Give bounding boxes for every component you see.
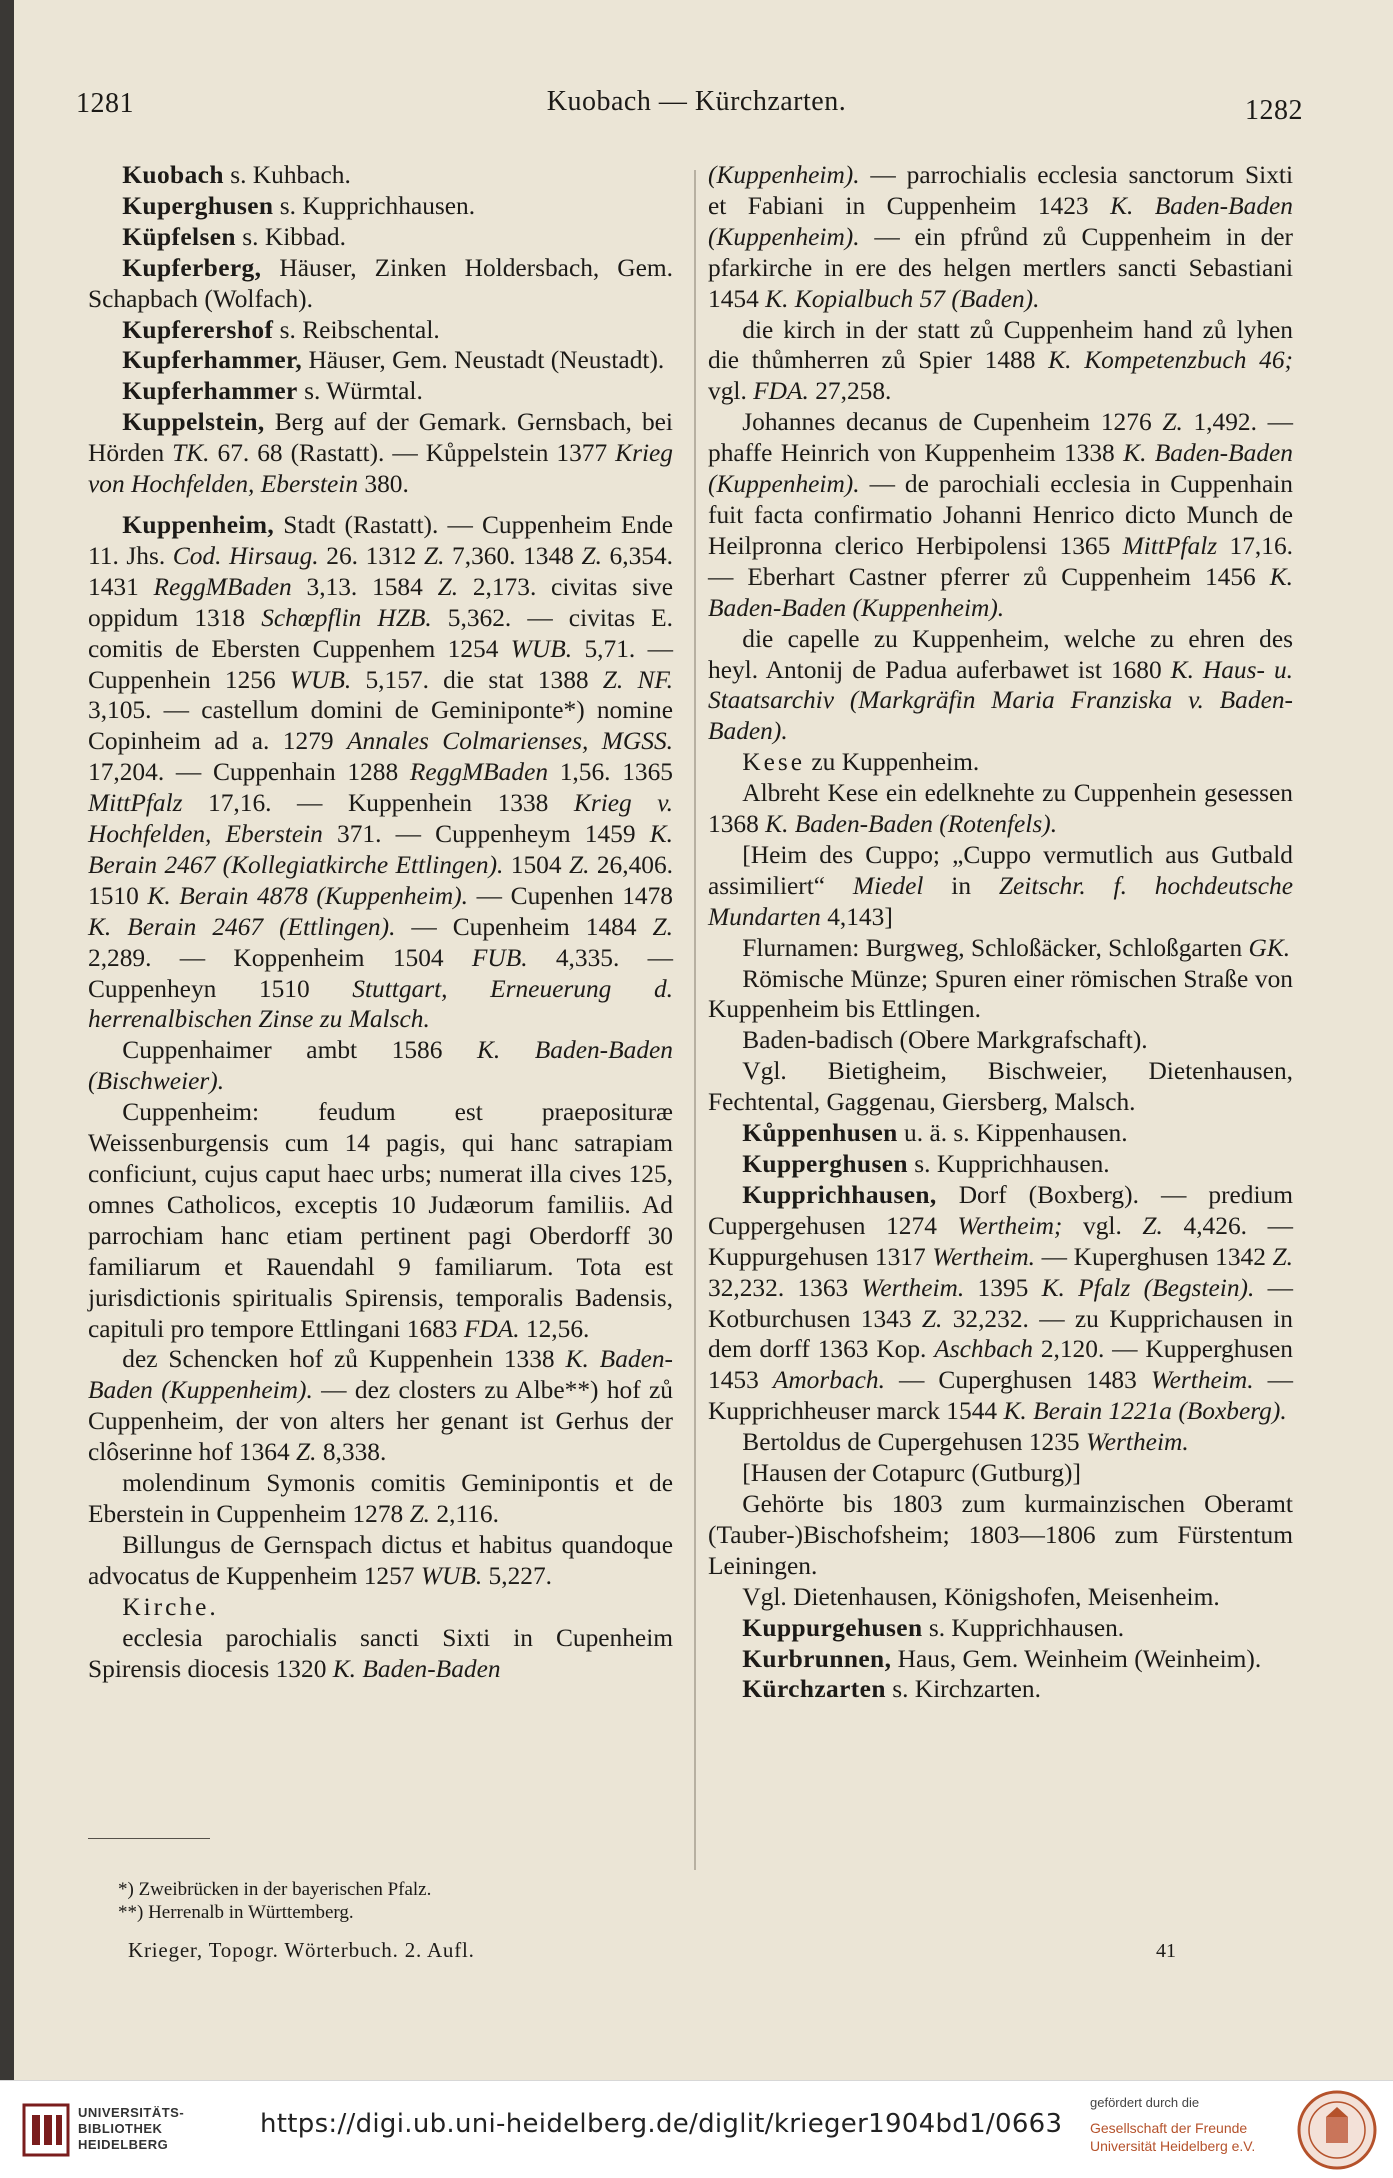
entry-text: — dez closters zu Albe**) hof zů Cuppenheim, der von alters her genant ist Gerhus der clôserinne hof 1364: [88, 1376, 673, 1467]
citation: K. Berain 2467 (Kollegiatkirche Ettlingen).: [88, 820, 673, 879]
headword: Kuobach: [122, 161, 224, 189]
entry-text: Cuppenhaimer ambt 1586: [122, 1036, 477, 1065]
entry-paragraph: [708, 624, 1293, 748]
library-name-line2: BIBLIOTHEK: [78, 2121, 163, 2136]
citation: K. Baden-Baden (Rotenfels).: [765, 810, 1058, 839]
entry-paragraph: [708, 1613, 1293, 1644]
entry-paragraph: [88, 315, 673, 346]
headword: Kupferhammer: [122, 377, 298, 406]
entry-text: 1,56. 1365: [548, 758, 673, 787]
citation: TK.: [172, 439, 210, 468]
library-name: [78, 2105, 184, 2153]
citation: Krieg v. Hochfelden, Eberstein: [88, 789, 673, 849]
entry-text: — Kotburchusen 1343: [708, 1273, 1293, 1333]
entry-text: die capelle zu Kuppenheim, welche zu ehren des heyl. Antonij de Padua auferbawet ist 1680: [708, 624, 1293, 684]
entry-paragraph: [708, 1458, 1293, 1489]
entry-text: 380.: [358, 470, 409, 499]
entry-paragraph: [88, 222, 673, 253]
citation: Wertheim.: [1150, 1366, 1254, 1395]
entry-text: u. ä. s. Kippenhausen.: [897, 1119, 1128, 1148]
headword: Kupferhammer,: [122, 346, 303, 375]
entry-text: molendinum Symonis comitis Geminipontis et de Eberstein in Cuppenheim 1278: [88, 1469, 673, 1528]
sponsor-name-line2: Universität Heidelberg e.V.: [1090, 2138, 1256, 2154]
citation: Schœpflin HZB.: [261, 603, 432, 632]
citation: Stuttgart, Erneuerung d. herrenalbischen Zinse zu Malsch.: [88, 974, 673, 1034]
page-number-left: 1281: [76, 88, 134, 119]
citation: WUB.: [420, 1561, 483, 1590]
spaced-subheading: Kese: [742, 748, 806, 777]
entry-paragraph: [88, 1623, 673, 1685]
entry-text: 8,338.: [316, 1438, 387, 1467]
entry-text: 6,354. 1431: [88, 541, 674, 601]
citation: WUB.: [289, 665, 352, 694]
entry-text: Häuser, Zinken Holdersbach, Gem. Schapbach (Wolfach).: [88, 253, 673, 313]
entry-text: 17,16. — Eberhart Castner pferrer zů Cuppenheim 1456: [708, 531, 1294, 591]
citation: Krieg von Hochfelden, Eberstein: [88, 439, 673, 499]
entry-text: — Cuperghusen 1483: [884, 1366, 1151, 1395]
entry-paragraph: [708, 933, 1293, 964]
footnote-1: *) Zweibrücken in der bayerischen Pfalz.: [118, 1879, 432, 1900]
entry-paragraph: [88, 160, 673, 191]
entry-paragraph: [708, 778, 1293, 840]
entry-text: [Heim des Cuppo; „Cuppo vermutlich aus Gutbald assimiliert“: [708, 840, 1293, 900]
citation: K. Baden-Baden (Kuppenheim).: [708, 562, 1293, 622]
entry-paragraph: [88, 345, 673, 376]
entry-text: s. Kupprichhausen.: [273, 191, 476, 220]
headword: Kupferberg,: [122, 253, 262, 282]
library-name-line3: HEIDELBERG: [78, 2137, 169, 2152]
entry-text: — ein pfrůnd zů Cuppenheim in der pfarkirche in ere des helgen mertlers sancti Sebastiani 1454: [708, 222, 1293, 313]
sponsor-intro: gefördert durch die: [1090, 2095, 1200, 2110]
citation: Wertheim;: [957, 1211, 1063, 1240]
entry-text: [Hausen der Cotapurc (Gutburg)]: [742, 1459, 1081, 1488]
entry-text: — Kuperghusen 1342: [1035, 1242, 1273, 1271]
entry-text: dez Schencken hof zů Kuppenhein 1338: [122, 1345, 566, 1374]
citation: K. Haus- u. Staatsarchiv (Markgräfin Maria Franziska v. Baden-Baden).: [708, 655, 1293, 746]
page-number-right: 1282: [1245, 95, 1303, 126]
entry-text: 4,143]: [820, 902, 893, 931]
entry-text: Bertoldus de Cupergehusen 1235: [742, 1428, 1086, 1457]
entry-text: Stadt (Rastatt). — Cuppenheim Ende 11. Jhs.: [88, 510, 673, 570]
citation: Z. NF.: [602, 665, 673, 694]
entry-paragraph: [708, 1489, 1293, 1582]
entry-paragraph: [708, 1674, 1293, 1705]
entry-text: 4,426. — Kuppurgehusen 1317: [708, 1211, 1294, 1271]
entry-paragraph: [708, 1582, 1293, 1613]
entry-text: Vgl. Bietigheim, Bischweier, Dietenhausen, Fechtental, Gaggenau, Giersberg, Malsch.: [708, 1057, 1293, 1117]
headword: Kupperghusen: [742, 1150, 908, 1178]
entry-text: 2,289. — Koppenheim 1504: [88, 943, 472, 972]
sponsor-name-line1: Gesellschaft der Freunde: [1090, 2120, 1248, 2136]
entry-text: 17,16. — Kuppenhein 1338: [182, 789, 574, 818]
entry-text: Billungus de Gernspach dictus et habitus quandoque advocatus de Kuppenheim 1257: [88, 1530, 673, 1590]
citation: GK.: [1248, 933, 1291, 962]
headword: Kůppenhusen: [742, 1119, 898, 1148]
entry-text: 5,157. die stat 1388: [351, 665, 603, 694]
citation: FUB.: [471, 943, 528, 972]
entry-text: Flurnamen: Burgweg, Schloßäcker, Schloßgarten: [742, 933, 1249, 962]
entry-text: vgl.: [708, 377, 754, 406]
citation: K. Berain 4878 (Kuppenheim).: [147, 881, 469, 910]
citation: Z.: [1142, 1211, 1163, 1240]
entry-paragraph: [88, 1097, 673, 1344]
entry-text: 12,56.: [519, 1314, 590, 1343]
entry-text: die kirch in der statt zů Cuppenheim hand zů lyhen die thůmherren zů Spier 1488: [708, 315, 1293, 375]
entry-text: 32,232. 1363: [708, 1273, 862, 1302]
entry-paragraph: [708, 1118, 1293, 1149]
entry-text: Vgl. Dietenhausen, Königshofen, Meisenheim.: [742, 1582, 1220, 1611]
entry-text: — Kupprichheuser marck 1544: [708, 1366, 1293, 1426]
entry-paragraph: [708, 747, 1293, 778]
entry-text: Römische Münze; Spuren einer römischen Straße von Kuppenheim bis Ettlingen.: [708, 964, 1293, 1024]
entry-paragraph: [88, 1530, 673, 1592]
library-name-line1: UNIVERSITÄTS-: [78, 2105, 185, 2120]
entry-paragraph: [708, 407, 1293, 623]
citation: Z.: [581, 541, 602, 570]
entry-text: s. Reibschental.: [273, 315, 440, 344]
citation: Wertheim.: [861, 1273, 965, 1302]
entry-text: 26. 1312: [318, 541, 424, 570]
entry-text: — Cupenheim 1484: [395, 912, 653, 941]
entry-text: Gehörte bis 1803 zum kurmainzischen Oberamt (Tauber-)Bischofsheim; 1803—1806 zum Fürstentum Leiningen.: [708, 1489, 1293, 1580]
sponsor-name: [1090, 2119, 1255, 2155]
entry-paragraph: [708, 840, 1293, 933]
entry-text: 4,335. — Cuppenheyn 1510: [88, 943, 673, 1003]
entry-text: ecclesia parochialis sancti Sixti in Cupenheim Spirensis diocesis 1320: [88, 1623, 673, 1683]
headword: Kuppenheim,: [122, 510, 275, 539]
citation: FDA.: [753, 377, 809, 406]
citation: K. Kompetenzbuch 46;: [1048, 346, 1293, 375]
entry-text: Häuser, Gem. Neustadt (Neustadt).: [302, 346, 665, 375]
entry-text: s. Kirchzarten.: [885, 1675, 1041, 1704]
entry-paragraph: [708, 964, 1293, 1026]
citation: Cod. Hirsaug.: [172, 541, 319, 570]
entry-text: Cuppenheim: feudum est praeposituræ Weissenburgensis cum 14 pagis, qui hanc satrapiam conficiunt, cujus caput haec urbs; numerat illa cives 125, omnes Catholicos, exceptis 10 Judæorum familiis. Ad parrochiam hanc etiam pertinent pagi Oberdorff 30 familiarum et Rauendahl 9 familiarum. Tota est jurisdictionis spiritualis Spirensis, temporalis Badensis, capituli pro tempore Ettlingani 1683: [88, 1098, 673, 1343]
citation: Z.: [568, 850, 590, 879]
entry-paragraph: [708, 315, 1293, 408]
headword: Kurbrunnen,: [742, 1644, 892, 1673]
citation: Z.: [423, 541, 445, 570]
entry-text: vgl.: [1062, 1211, 1143, 1240]
citation: Z.: [652, 912, 673, 941]
footnotes: [118, 1878, 678, 1924]
entry-text: 5,362. — civitas E. comitis de Ebersten Cuppenhem 1254: [88, 603, 673, 663]
footnote-rule: [88, 1838, 210, 1839]
citation: Wertheim.: [932, 1242, 1036, 1271]
entry-text: 26,406. 1510: [88, 850, 673, 910]
entry-text: in: [923, 871, 999, 900]
entry-paragraph: [708, 160, 1293, 315]
entry-text: 3,13. 1584: [291, 572, 438, 601]
entry-paragraph: [708, 1180, 1293, 1427]
citation: (Kuppenheim).: [708, 161, 860, 189]
headword: Kuppelstein,: [122, 408, 265, 437]
entry-paragraph: [88, 407, 673, 500]
entry-text: 1,492. — phaffe Heinrich von Kuppenheim 1338: [708, 408, 1294, 468]
citation: Z.: [921, 1304, 943, 1333]
entry-text: 5,71. — Cuppenhein 1256: [88, 634, 673, 694]
entry-text: s. Kuhbach.: [223, 161, 351, 189]
citation: Z.: [296, 1438, 317, 1467]
entry-text: 27,258.: [808, 377, 892, 406]
entry-text: 2,116.: [430, 1499, 499, 1528]
entry-text: 1504: [503, 850, 569, 879]
headword: Küpfelsen: [122, 222, 236, 251]
entry-text: 5,227.: [482, 1561, 553, 1590]
citation: Zeitschr. f. hochdeutsche Mundarten: [708, 871, 1293, 931]
citation: Miedel: [852, 871, 924, 900]
citation: Aschbach: [934, 1335, 1033, 1364]
spaced-subheading: Kirche.: [122, 1592, 219, 1621]
entry-paragraph: [708, 1056, 1293, 1118]
entry-text: 2,120. — Kupperghusen 1453: [708, 1335, 1293, 1395]
citation: K. Kopialbuch 57 (Baden).: [765, 284, 1040, 313]
entry-paragraph: [88, 191, 673, 222]
entry-text: Baden-badisch (Obere Markgrafschaft).: [742, 1026, 1148, 1055]
left-column: [88, 160, 673, 1684]
entry-text: — de parochiali ecclesia in Cuppenhain fuit facta confirmatio Johanni Henrico dicto Munch de Heilpronna clerico Herbipolensi 1365: [708, 470, 1293, 560]
footnote-2: **) Herrenalb in Württemberg.: [118, 1902, 354, 1923]
entry-text: Berg auf der Gemark. Gernsbach, bei Hörden: [88, 408, 673, 468]
page-gutter-edge: [0, 0, 14, 2080]
entry-text: 2,173. civitas sive oppidum 1318: [88, 572, 673, 632]
citation: Amorbach.: [772, 1366, 885, 1395]
headword: Kupferershof: [122, 315, 274, 344]
running-head: Kuobach — Kürchzarten.: [546, 86, 847, 117]
citation: Z.: [1272, 1242, 1293, 1271]
entry-paragraph: [88, 510, 673, 1035]
entry-paragraph: [708, 1427, 1293, 1458]
signature-mark: 41: [1156, 1940, 1176, 1962]
headword: Kuperghusen: [122, 191, 274, 220]
headword: Kuppurgehusen: [742, 1613, 923, 1642]
entry-text: s. Kibbad.: [235, 222, 346, 251]
permalink-url[interactable]: https://digi.ub.uni-heidelberg.de/diglit/krieger1904bd1/0663: [260, 2109, 1063, 2139]
citation: K. Baden-Baden (Kuppenheim).: [708, 191, 1293, 251]
entry-text: Haus, Gem. Weinheim (Weinheim).: [891, 1644, 1262, 1673]
citation: Wertheim.: [1085, 1428, 1189, 1457]
citation: MittPfalz: [88, 789, 183, 818]
citation: K. Berain 2467 (Ettlingen).: [88, 912, 396, 941]
citation: Z.: [437, 572, 459, 601]
entry-text: — parrochialis ecclesia sanctorum Sixti et Fabiani in Cuppenheim 1423: [708, 161, 1293, 220]
entry-paragraph: [708, 1149, 1293, 1180]
viewer-footer-banner: [0, 2080, 1393, 2178]
citation: Annales Colmarienses, MGSS.: [347, 727, 673, 756]
citation: K. Pfalz (Begstein).: [1041, 1273, 1255, 1302]
citation: K. Baden-Baden: [332, 1654, 501, 1683]
entry-text: 1395: [964, 1273, 1042, 1302]
entry-paragraph: [88, 376, 673, 407]
entry-text: zu Kuppenheim.: [805, 748, 980, 777]
entry-paragraph: [88, 1344, 673, 1468]
citation: Z.: [409, 1499, 431, 1528]
citation: WUB.: [510, 634, 573, 663]
entry-text: s. Kupprichhausen.: [907, 1150, 1110, 1178]
university-library-logo-icon: [22, 2103, 70, 2157]
column-divider: [694, 170, 696, 1870]
entry-text: Albreht Kese ein edelknehte zu Cuppenhein gesessen 1368: [708, 779, 1293, 839]
entry-paragraph: [88, 1592, 673, 1623]
entry-text: 32,232. — zu Kupprichausen in dem dorff 1363 Kop.: [708, 1304, 1293, 1364]
citation: K. Baden-Baden (Kuppenheim).: [88, 1345, 674, 1405]
citation: ReggMBaden: [409, 758, 549, 787]
citation: K. Berain 1221a (Boxberg).: [1003, 1397, 1287, 1426]
entry-text: Johannes decanus de Cupenheim 1276: [742, 408, 1163, 437]
headword: Kürchzarten: [742, 1675, 886, 1704]
right-column: [708, 160, 1293, 1705]
entry-text: Dorf (Boxberg). — predium Cuppergehusen 1274: [708, 1180, 1293, 1240]
entry-text: 17,204. — Cuppenhain 1288: [88, 758, 410, 787]
university-seal-icon: [1296, 2089, 1378, 2171]
entry-paragraph: [88, 1035, 673, 1097]
citation: K. Baden-Baden (Bischweier).: [88, 1036, 673, 1096]
entry-paragraph: [88, 253, 673, 315]
entry-paragraph: [708, 1025, 1293, 1056]
entry-text: 7,360. 1348: [444, 541, 582, 570]
entry-text: s. Kupprichhausen.: [922, 1613, 1125, 1642]
entry-text: 67. 68 (Rastatt). — Kůppelstein 1377: [209, 439, 616, 468]
entry-paragraph: [708, 1644, 1293, 1675]
citation: K. Baden-Baden (Kuppenheim).: [708, 439, 1293, 499]
entry-text: s. Würmtal.: [297, 377, 423, 406]
citation: ReggMBaden: [153, 572, 292, 601]
entry-text: 371. — Cuppenheym 1459: [322, 820, 650, 849]
citation: FDA.: [463, 1314, 520, 1343]
entry-paragraph: [88, 1468, 673, 1530]
imprint-line: Krieger, Topogr. Wörterbuch. 2. Aufl.: [128, 1938, 475, 1962]
citation: Z.: [1162, 408, 1183, 437]
entry-text: 3,105. — castellum domini de Geminiponte*) nomine Copinheim ad a. 1279: [88, 696, 673, 756]
headword: Kupprichhausen,: [742, 1180, 937, 1209]
entry-text: — Cupenhen 1478: [468, 881, 674, 910]
citation: MittPfalz: [1122, 531, 1218, 560]
